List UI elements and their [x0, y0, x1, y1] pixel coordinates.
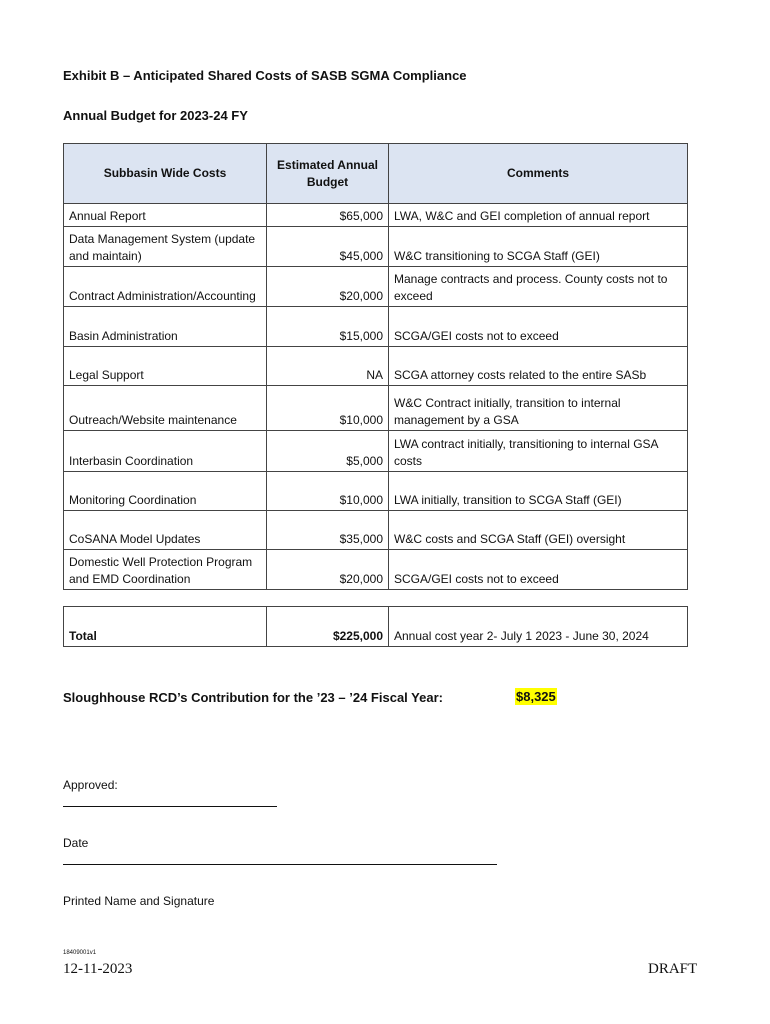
document-id: 18409001v1 — [63, 950, 97, 956]
header-comments: Comments — [389, 144, 688, 204]
cost-item: Legal Support — [64, 347, 267, 386]
cost-amount: $20,000 — [267, 267, 389, 307]
cost-comment: SCGA attorney costs related to the entire SASb — [389, 347, 688, 386]
table-row — [64, 431, 688, 472]
total-label: Total — [64, 607, 267, 647]
draft-label: DRAFT — [648, 961, 698, 977]
cost-comment: Manage contracts and process. County costs not to exceed — [389, 267, 688, 307]
footer-date: 12-11-2023 — [63, 961, 133, 977]
document-subtitle: Annual Budget for 2023-24 FY — [63, 108, 248, 123]
table-row — [64, 204, 688, 227]
printed-name-label: Printed Name and Signature — [63, 894, 215, 908]
table-row — [64, 267, 688, 307]
cost-amount: $10,000 — [267, 386, 389, 431]
table-header-row — [64, 144, 688, 204]
table-row — [64, 227, 688, 267]
cost-item: CoSANA Model Updates — [64, 511, 267, 550]
cost-comment: SCGA/GEI costs not to exceed — [389, 550, 688, 590]
cost-comment: LWA initially, transition to SCGA Staff (GEI) — [389, 472, 688, 511]
cost-comment: SCGA/GEI costs not to exceed — [389, 307, 688, 347]
date-label: Date — [63, 836, 89, 850]
contribution-amount: $8,325 — [516, 689, 556, 704]
cost-item: Basin Administration — [64, 307, 267, 347]
cost-comment: W&C costs and SCGA Staff (GEI) oversight — [389, 511, 688, 550]
cost-item: Domestic Well Protection Program and EMD Coordination — [64, 550, 267, 590]
cost-amount: NA — [267, 347, 389, 386]
cost-amount: $15,000 — [267, 307, 389, 347]
cost-item: Contract Administration/Accounting — [64, 267, 267, 307]
header-estimated-budget: Estimated Annual Budget — [267, 144, 389, 204]
cost-amount: $5,000 — [267, 431, 389, 472]
table-row — [64, 347, 688, 386]
cost-comment: W&C transitioning to SCGA Staff (GEI) — [389, 227, 688, 267]
total-table — [63, 606, 688, 647]
cost-item: Outreach/Website maintenance — [64, 386, 267, 431]
cost-item: Annual Report — [64, 204, 267, 227]
cost-amount: $45,000 — [267, 227, 389, 267]
table-row — [64, 307, 688, 347]
cost-amount: $20,000 — [267, 550, 389, 590]
cost-item: Data Management System (update and maintain) — [64, 227, 267, 267]
contribution-label: Sloughhouse RCD’s Contribution for the ’23 – ’24 Fiscal Year: — [63, 690, 443, 705]
total-amount: $225,000 — [267, 607, 389, 647]
total-comment: Annual cost year 2- July 1 2023 - June 30, 2024 — [389, 607, 688, 647]
table-row — [64, 472, 688, 511]
approval-signature-line — [63, 806, 277, 807]
cost-comment: LWA contract initially, transitioning to internal GSA costs — [389, 431, 688, 472]
table-row — [64, 550, 688, 590]
cost-amount: $65,000 — [267, 204, 389, 227]
cost-amount: $10,000 — [267, 472, 389, 511]
cost-comment: W&C Contract initially, transition to internal management by a GSA — [389, 386, 688, 431]
header-subbasin-costs: Subbasin Wide Costs — [64, 144, 267, 204]
name-signature-line — [63, 864, 497, 865]
cost-comment: LWA, W&C and GEI completion of annual report — [389, 204, 688, 227]
cost-item: Interbasin Coordination — [64, 431, 267, 472]
total-row — [64, 607, 688, 647]
budget-table — [63, 143, 688, 590]
approved-label: Approved: — [63, 778, 118, 792]
table-row — [64, 386, 688, 431]
document-title: Exhibit B – Anticipated Shared Costs of SASB SGMA Compliance — [63, 68, 467, 83]
cost-amount: $35,000 — [267, 511, 389, 550]
cost-item: Monitoring Coordination — [64, 472, 267, 511]
table-row — [64, 511, 688, 550]
